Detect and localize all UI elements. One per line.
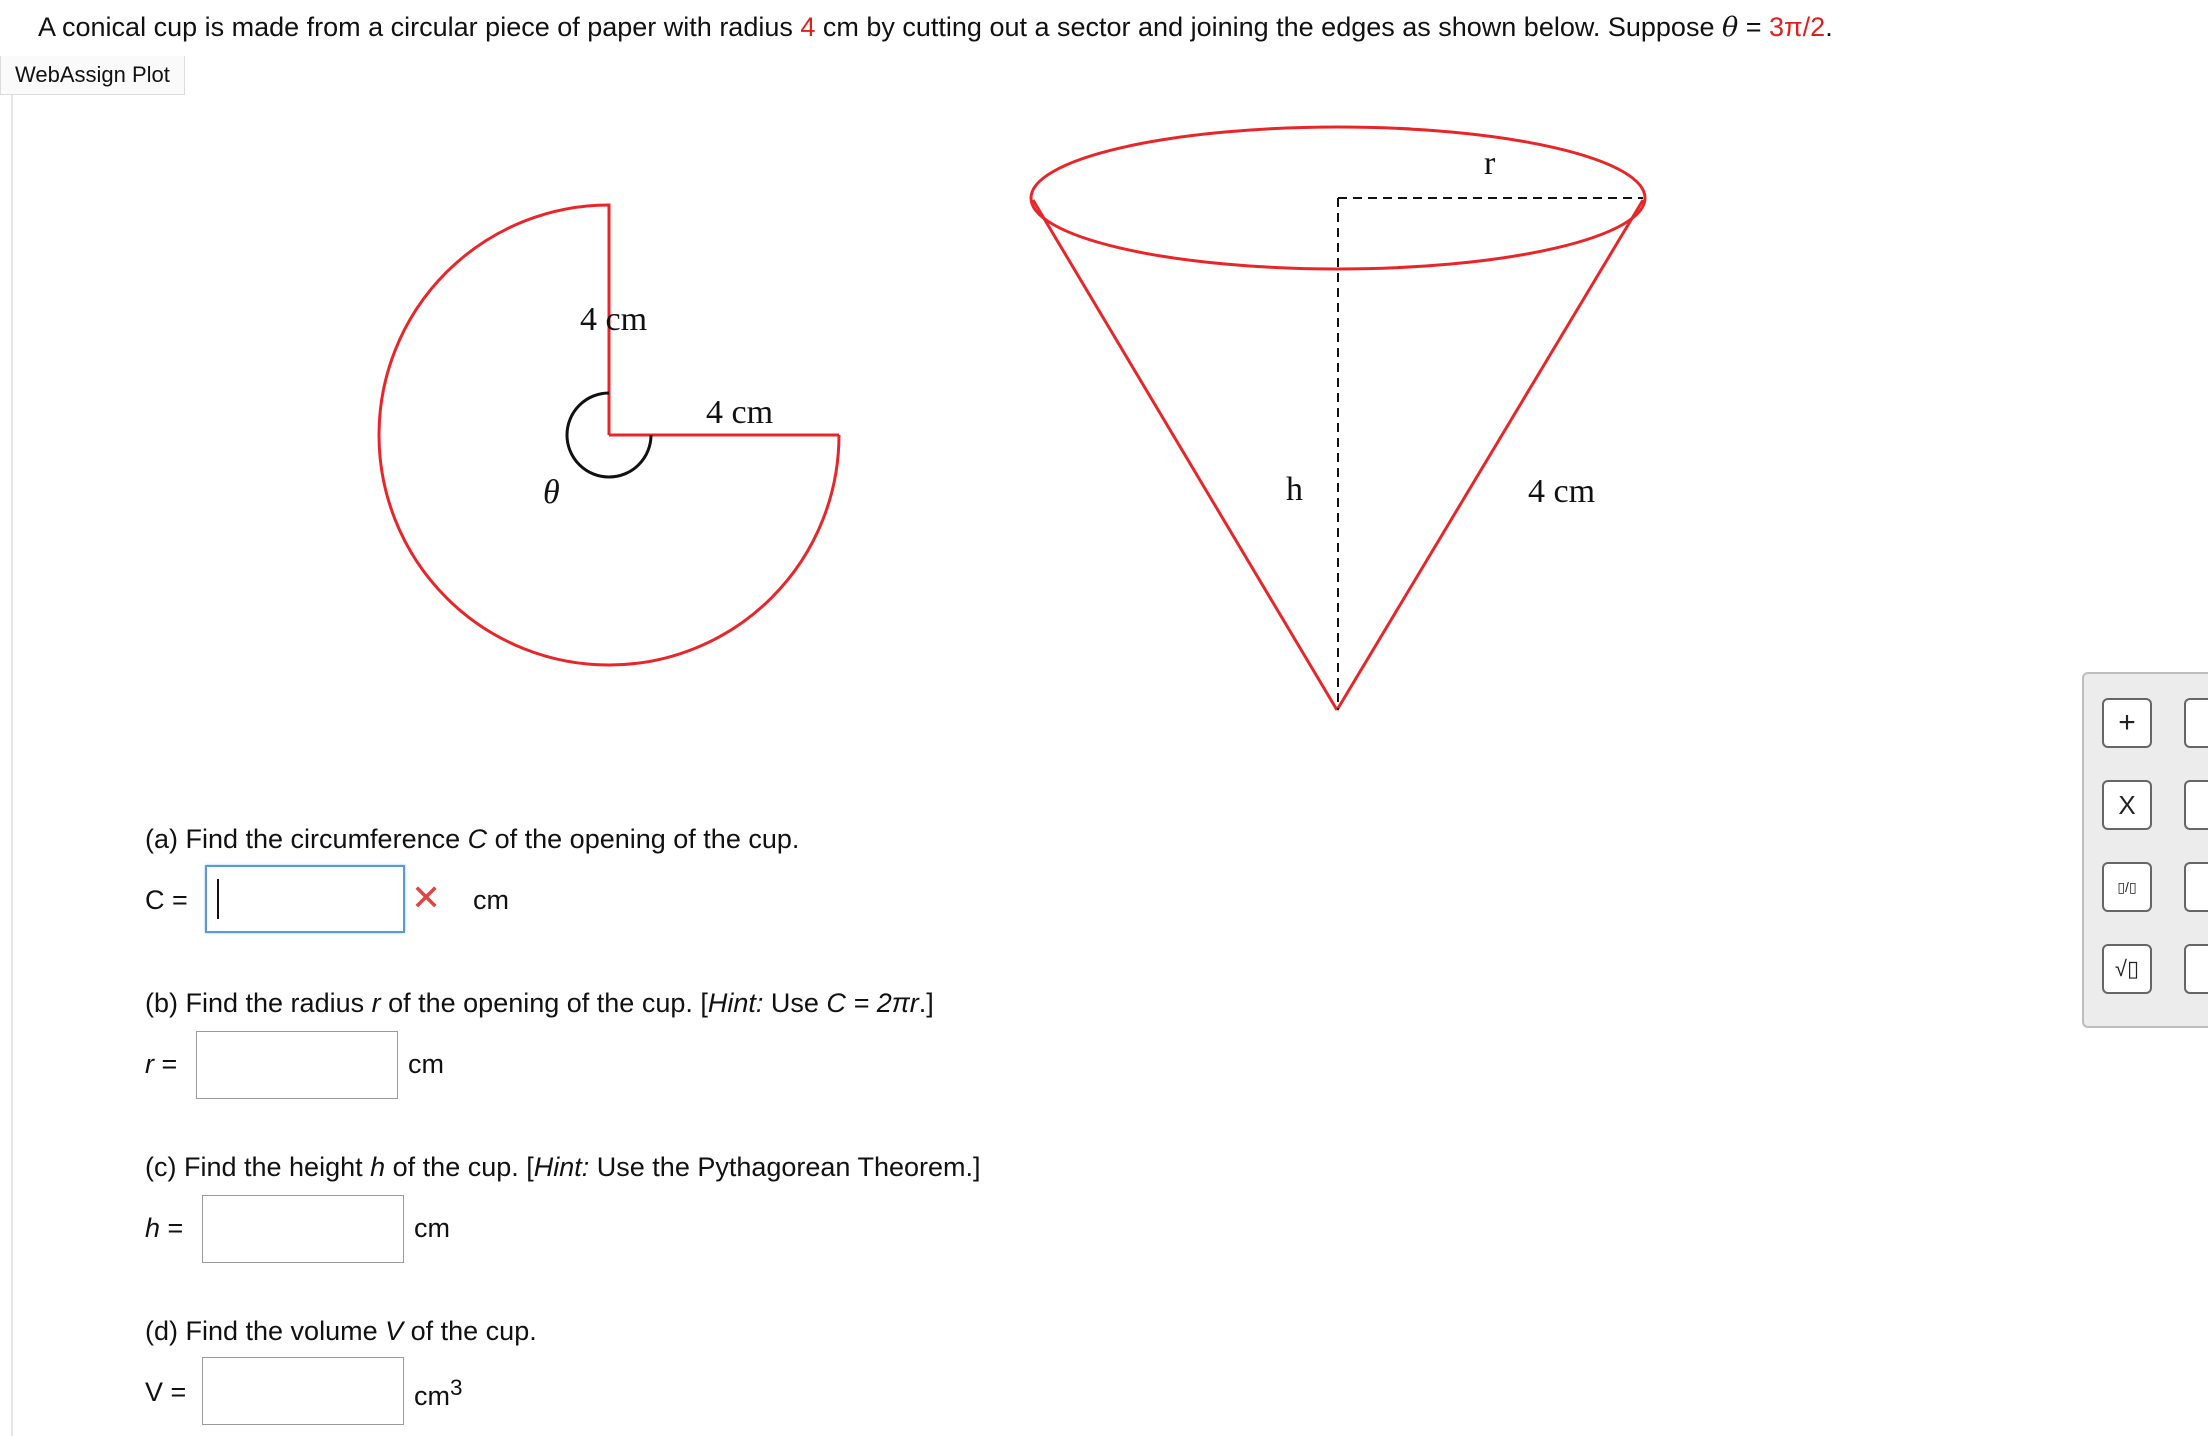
question-b-formula: C = 2πr xyxy=(826,988,919,1018)
radius-value: 4 xyxy=(800,12,816,42)
minus-button[interactable] xyxy=(2184,698,2208,748)
answer-a-unit: cm xyxy=(473,885,509,915)
answer-c-unit: cm xyxy=(414,1213,450,1243)
answer-b-label xyxy=(145,1049,177,1080)
fraction-button[interactable]: ▯/▯ xyxy=(2102,862,2152,912)
question-a-prefix: (a) Find the circumference xyxy=(145,824,468,854)
times-button[interactable]: X xyxy=(2102,780,2152,830)
question-d-prefix: (d) Find the volume xyxy=(145,1316,386,1346)
question-c-hint-text: Use the Pythagorean Theorem.] xyxy=(589,1152,981,1182)
circumference-input[interactable] xyxy=(205,865,405,933)
question-b-var: r xyxy=(371,988,381,1018)
webassign-plot-label: WebAssign Plot xyxy=(0,56,185,95)
question-a-var: C xyxy=(467,824,488,854)
text-caret xyxy=(217,879,219,919)
problem-text-a: A conical cup is made from a circular piece of paper with radius xyxy=(38,12,801,42)
question-b-middle: of the opening of the cup. [ xyxy=(380,988,708,1018)
question-b-hint: Hint: xyxy=(707,988,764,1018)
volume-input[interactable] xyxy=(202,1357,404,1425)
question-d-var: V xyxy=(385,1316,404,1346)
question-d xyxy=(145,1316,537,1347)
answer-d-unit-sup: 3 xyxy=(450,1375,463,1400)
question-b-suffix: .] xyxy=(918,988,934,1018)
divide-button[interactable] xyxy=(2184,780,2208,830)
math-palette xyxy=(2082,672,2208,1028)
radius-input[interactable] xyxy=(196,1031,398,1099)
height-input[interactable] xyxy=(202,1195,404,1263)
question-c-middle: of the cup. [ xyxy=(385,1152,534,1182)
theta-value: 3π/2 xyxy=(1769,12,1826,42)
cone-r-label: r xyxy=(1484,145,1496,182)
period: . xyxy=(1825,12,1833,42)
answer-d-label: V = xyxy=(145,1377,187,1407)
cone-right-edge xyxy=(1337,200,1643,710)
question-c xyxy=(145,1152,981,1183)
question-c-prefix: (c) Find the height xyxy=(145,1152,371,1182)
subscript-button[interactable] xyxy=(2184,944,2208,994)
answer-c-label-var: h xyxy=(145,1213,161,1243)
question-c-hint: Hint: xyxy=(533,1152,590,1182)
question-a-suffix: of the opening of the cup. xyxy=(487,824,800,854)
question-b-prefix: (b) Find the radius xyxy=(145,988,372,1018)
answer-b-label-var: r xyxy=(145,1049,154,1079)
cone-left-edge xyxy=(1033,200,1337,710)
equals-sign: = xyxy=(1738,12,1770,42)
problem-text-b: cm by cutting out a sector and joining the edges as shown below. Suppose xyxy=(815,12,1722,42)
question-a xyxy=(145,824,799,855)
question-b xyxy=(145,988,934,1019)
answer-b-unit: cm xyxy=(408,1049,444,1079)
cone-slant-label: 4 cm xyxy=(1528,473,1596,510)
answer-b-label-eq: = xyxy=(154,1049,178,1079)
sqrt-button[interactable]: √▯ xyxy=(2102,944,2152,994)
answer-a-label: C = xyxy=(145,885,188,915)
superscript-button[interactable] xyxy=(2184,862,2208,912)
question-d-suffix: of the cup. xyxy=(403,1316,537,1346)
sector-top-label: 4 cm xyxy=(580,301,648,338)
wrong-x-icon: ✕ xyxy=(411,877,442,918)
answer-c-label-eq: = xyxy=(160,1213,184,1243)
answer-d-unit xyxy=(414,1375,463,1412)
theta-symbol: θ xyxy=(1721,12,1739,43)
cone-h-label: h xyxy=(1286,471,1303,508)
plus-button[interactable]: + xyxy=(2102,698,2152,748)
answer-c-label xyxy=(145,1213,183,1244)
sector-right-label: 4 cm xyxy=(706,394,774,431)
question-b-hint-text: Use xyxy=(763,988,827,1018)
theta-label: θ xyxy=(543,474,560,511)
question-c-var: h xyxy=(370,1152,386,1182)
answer-d-unit-text: cm xyxy=(414,1381,450,1411)
